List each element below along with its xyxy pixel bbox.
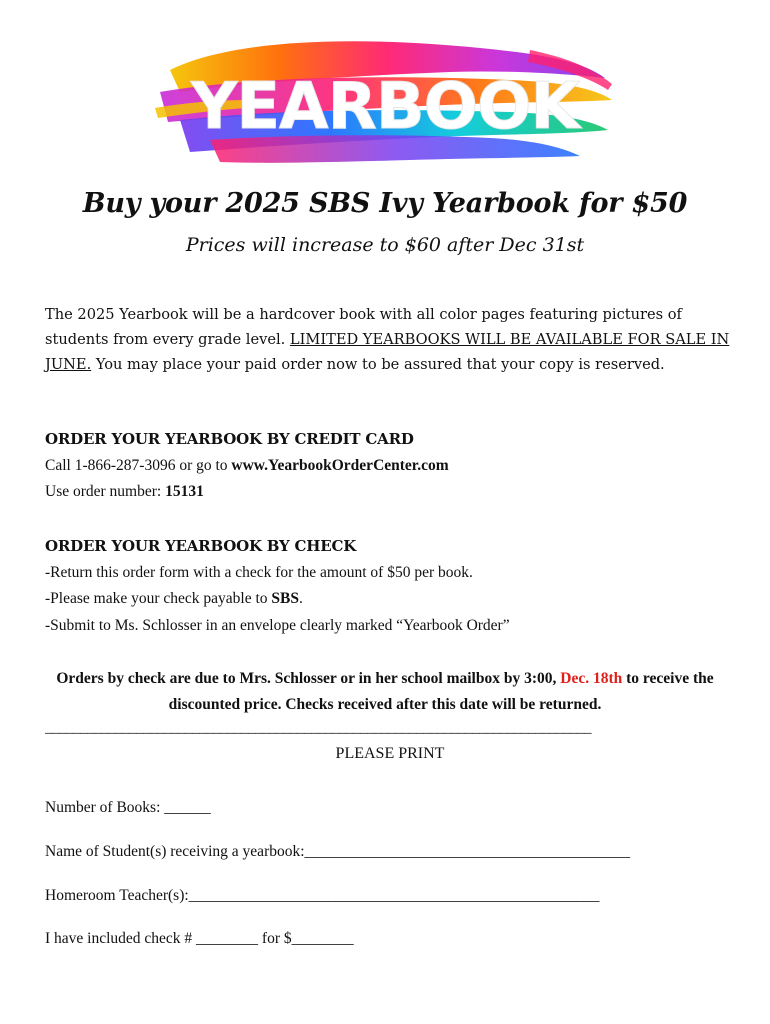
credit-call-line: [45, 457, 449, 475]
number-of-books-field[interactable]: Number of Books: ______: [45, 799, 211, 816]
order-website-link[interactable]: www.YearbookOrderCenter.com: [231, 457, 449, 474]
deadline-text-2: to receive the discounted price. Checks received after this date will be returned.: [168, 670, 714, 713]
intro-text-2: You may place your paid order now to be assured that your copy is reserved.: [91, 356, 665, 373]
check-number-amount-field[interactable]: I have included check # ________ for $________: [45, 930, 354, 947]
yearbook-logo-graphic: [150, 30, 620, 170]
divider-line: ______________________________________________________________________________: [45, 720, 591, 736]
page-title: Buy your 2025 SBS Ivy Yearbook for $50: [82, 188, 688, 219]
logo-wordmark: YEARBOOK: [190, 70, 580, 144]
credit-call-prefix: Call 1-866-287-3096 or go to: [45, 457, 232, 474]
intro-paragraph: [45, 302, 735, 377]
deadline-text-1: Orders by check are due to Mrs. Schlosser or in her school mailbox by 3:00,: [56, 670, 561, 687]
check-heading: ORDER YOUR YEARBOOK BY CHECK: [45, 537, 357, 555]
check-instruction-2: [45, 590, 303, 608]
homeroom-teacher-field[interactable]: Homeroom Teacher(s):_____________________________________________________: [45, 887, 600, 904]
yearbook-logo: [150, 30, 620, 170]
page-subtitle: Prices will increase to $60 after Dec 31st: [185, 234, 585, 256]
order-number-line: [45, 483, 204, 501]
check-payee: SBS: [271, 590, 299, 607]
check-instruction-1: -Return this order form with a check for the amount of $50 per book.: [45, 564, 473, 581]
order-number-label: Use order number:: [45, 483, 166, 500]
intro-limited-notice: LIMITED YEARBOOKS WILL BE AVAILABLE FOR SALE IN JUNE.: [45, 331, 730, 373]
order-number-value: 15131: [165, 483, 204, 500]
intro-text-1: The 2025 Yearbook will be a hardcover book with all color pages featuring pictures of students from every grade level.: [45, 306, 682, 348]
deadline-notice: [40, 666, 730, 718]
check-instruction-3: -Submit to Ms. Schlosser in an envelope clearly marked “Yearbook Order”: [45, 617, 510, 634]
student-names-field[interactable]: Name of Student(s) receiving a yearbook:__________________________________________: [45, 843, 631, 860]
credit-card-heading: ORDER YOUR YEARBOOK BY CREDIT CARD: [45, 430, 414, 448]
deadline-date: Dec. 18th: [560, 670, 623, 687]
check-payable-prefix: -Please make your check payable to: [45, 590, 272, 607]
please-print-label: PLEASE PRINT: [335, 745, 445, 762]
check-payable-suffix: .: [298, 590, 303, 607]
